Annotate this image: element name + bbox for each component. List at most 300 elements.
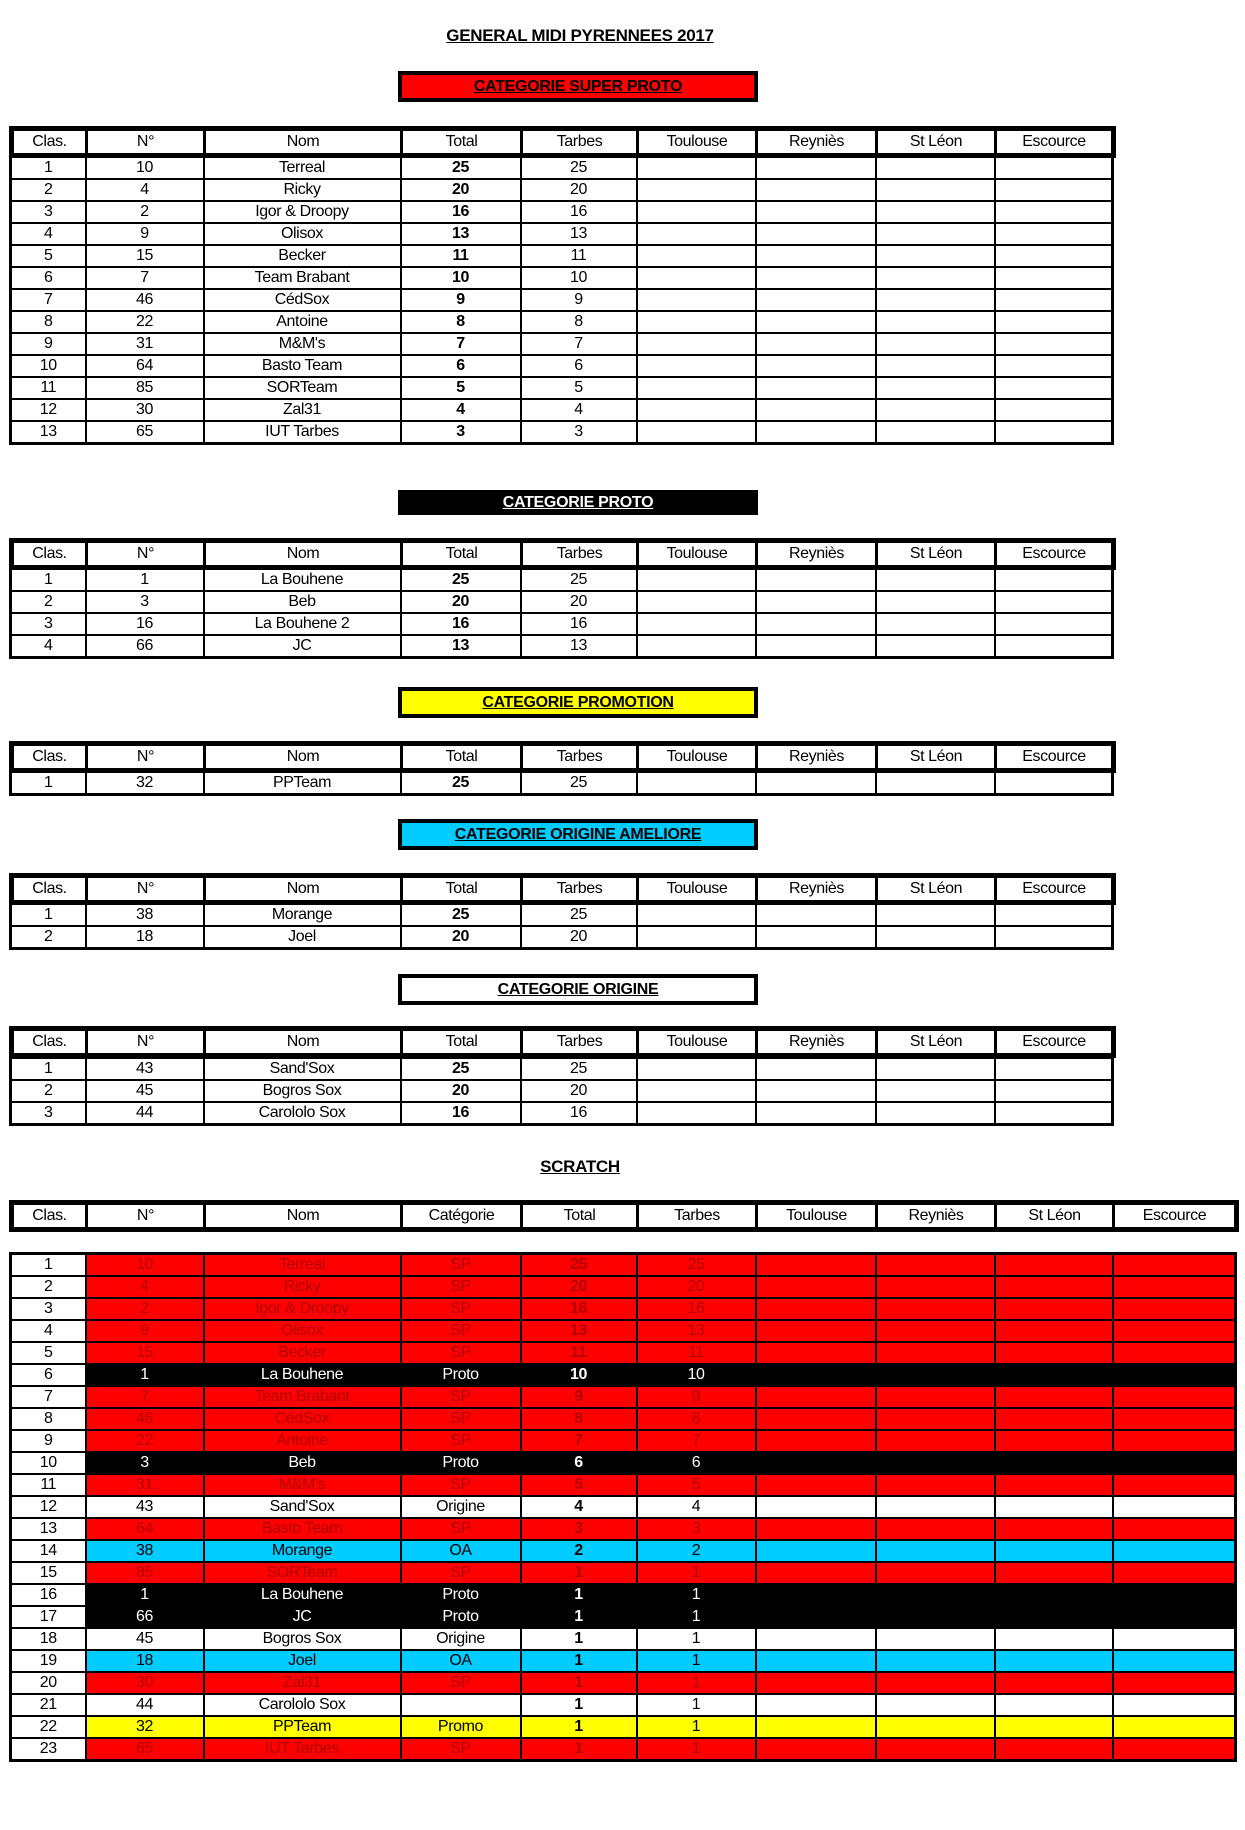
tarbes-cell: 9	[521, 289, 637, 311]
tarbes-cell: 20	[521, 179, 637, 201]
column-header: Reyniès	[757, 744, 877, 771]
rank-cell: 16	[11, 1584, 86, 1606]
number-cell: 64	[86, 355, 204, 377]
total-cell: 25	[401, 157, 521, 180]
category-heading: CATEGORIE PROMOTION	[398, 687, 758, 718]
empty-cell	[1113, 1518, 1236, 1540]
header-row	[12, 876, 1114, 903]
column-header: Escource	[996, 541, 1114, 568]
scratch-row	[11, 1650, 1236, 1672]
column-header: Nom	[205, 876, 402, 903]
name-cell: Beb	[204, 1452, 401, 1474]
name-cell: IUT Tarbes	[204, 1738, 401, 1761]
column-header: Escource	[996, 876, 1114, 903]
empty-cell	[756, 1276, 876, 1298]
empty-cell	[876, 1408, 995, 1430]
empty-cell	[756, 569, 876, 592]
tarbes-cell: 13	[637, 1320, 756, 1342]
number-cell: 38	[86, 904, 204, 927]
tarbes-cell: 1	[637, 1562, 756, 1584]
total-cell: 9	[401, 289, 521, 311]
category-cell: SP	[401, 1298, 521, 1320]
total-cell: 16	[401, 201, 521, 223]
empty-cell	[1113, 1408, 1236, 1430]
name-cell: CédSox	[204, 289, 401, 311]
category-cell: Promo	[401, 1716, 521, 1738]
category-cell: Origine	[401, 1628, 521, 1650]
name-cell: Igor & Droopy	[204, 1298, 401, 1320]
empty-cell	[876, 223, 995, 245]
empty-cell	[995, 569, 1113, 592]
tarbes-cell: 16	[521, 613, 637, 635]
number-cell: 46	[86, 1408, 204, 1430]
number-cell: 1	[86, 1364, 204, 1386]
empty-cell	[995, 1738, 1113, 1761]
empty-cell	[876, 1386, 995, 1408]
name-cell: M&M's	[204, 1474, 401, 1496]
tarbes-cell: 3	[521, 421, 637, 444]
rank-cell: 1	[11, 772, 86, 795]
empty-cell	[876, 1298, 995, 1320]
table-row	[11, 569, 1113, 592]
empty-cell	[876, 245, 995, 267]
total-cell: 6	[401, 355, 521, 377]
empty-cell	[995, 1254, 1113, 1277]
name-cell: Terreal	[204, 1254, 401, 1277]
number-cell: 4	[86, 179, 204, 201]
total-cell: 7	[521, 1430, 637, 1452]
empty-cell	[637, 1080, 756, 1102]
scratch-row	[11, 1430, 1236, 1452]
rank-cell: 13	[11, 1518, 86, 1540]
empty-cell	[995, 377, 1113, 399]
empty-cell	[756, 1540, 876, 1562]
empty-cell	[756, 179, 876, 201]
tarbes-cell: 1	[637, 1716, 756, 1738]
table-row	[11, 399, 1113, 421]
number-cell: 44	[86, 1694, 204, 1716]
empty-cell	[876, 1276, 995, 1298]
total-cell: 13	[521, 1320, 637, 1342]
total-cell: 11	[401, 245, 521, 267]
table-row	[11, 355, 1113, 377]
column-header: Toulouse	[757, 1203, 877, 1230]
total-cell: 5	[401, 377, 521, 399]
empty-cell	[876, 1342, 995, 1364]
total-cell: 13	[401, 635, 521, 658]
empty-cell	[995, 289, 1113, 311]
empty-cell	[637, 333, 756, 355]
empty-cell	[876, 1650, 995, 1672]
empty-cell	[995, 613, 1113, 635]
name-cell: SORTeam	[204, 1562, 401, 1584]
table-row	[11, 201, 1113, 223]
empty-cell	[756, 1254, 876, 1277]
category-table	[9, 1056, 1114, 1126]
column-header: St Léon	[877, 1029, 996, 1056]
number-cell: 66	[86, 1606, 204, 1628]
scratch-row	[11, 1540, 1236, 1562]
empty-cell	[756, 289, 876, 311]
column-header: Clas.	[12, 129, 87, 156]
column-header: Toulouse	[638, 876, 757, 903]
empty-cell	[756, 1320, 876, 1342]
category-cell: SP	[401, 1738, 521, 1761]
column-header: N°	[87, 1029, 205, 1056]
tarbes-cell: 1	[637, 1694, 756, 1716]
rank-cell: 1	[11, 569, 86, 592]
empty-cell	[637, 157, 756, 180]
empty-cell	[756, 1694, 876, 1716]
total-cell: 6	[521, 1452, 637, 1474]
tarbes-cell: 11	[637, 1342, 756, 1364]
empty-cell	[995, 904, 1113, 927]
rank-cell: 2	[11, 1276, 86, 1298]
tarbes-cell: 7	[521, 333, 637, 355]
column-header: Reyniès	[757, 876, 877, 903]
scratch-row	[11, 1320, 1236, 1342]
total-cell: 20	[401, 1080, 521, 1102]
tarbes-cell: 10	[521, 267, 637, 289]
column-header: Escource	[996, 744, 1114, 771]
empty-cell	[637, 591, 756, 613]
tarbes-cell: 1	[637, 1738, 756, 1761]
empty-cell	[995, 355, 1113, 377]
empty-cell	[1113, 1496, 1236, 1518]
table-row	[11, 157, 1113, 180]
number-cell: 32	[86, 1716, 204, 1738]
empty-cell	[756, 1584, 876, 1606]
rank-cell: 11	[11, 1474, 86, 1496]
total-cell: 25	[401, 904, 521, 927]
number-cell: 2	[86, 1298, 204, 1320]
column-header: St Léon	[877, 876, 996, 903]
category-heading: CATEGORIE SUPER PROTO	[398, 71, 758, 102]
tarbes-cell: 10	[637, 1364, 756, 1386]
total-cell: 4	[401, 399, 521, 421]
rank-cell: 7	[11, 289, 86, 311]
category-table	[9, 770, 1114, 796]
empty-cell	[756, 1474, 876, 1496]
column-header: Nom	[205, 129, 402, 156]
number-cell: 22	[86, 311, 204, 333]
column-header: Nom	[205, 1029, 402, 1056]
table-row	[11, 613, 1113, 635]
name-cell: Terreal	[204, 157, 401, 180]
empty-cell	[995, 1474, 1113, 1496]
tarbes-cell: 7	[637, 1430, 756, 1452]
tarbes-cell: 16	[521, 201, 637, 223]
total-cell: 4	[521, 1496, 637, 1518]
category-cell	[401, 1694, 521, 1716]
column-header: Total	[402, 1029, 522, 1056]
name-cell: Joel	[204, 926, 401, 949]
empty-cell	[1113, 1650, 1236, 1672]
empty-cell	[995, 1298, 1113, 1320]
scratch-row	[11, 1386, 1236, 1408]
category-table-header	[9, 1026, 1116, 1058]
scratch-row	[11, 1452, 1236, 1474]
rank-cell: 15	[11, 1562, 86, 1584]
empty-cell	[1113, 1738, 1236, 1761]
empty-cell	[995, 399, 1113, 421]
name-cell: Carololo Sox	[204, 1102, 401, 1125]
tarbes-cell: 1	[637, 1584, 756, 1606]
scratch-row	[11, 1584, 1236, 1606]
column-header: N°	[87, 744, 205, 771]
column-header: St Léon	[996, 1203, 1114, 1230]
empty-cell	[995, 1606, 1113, 1628]
column-header: Clas.	[12, 876, 87, 903]
rank-cell: 1	[11, 157, 86, 180]
number-cell: 9	[86, 1320, 204, 1342]
empty-cell	[876, 1716, 995, 1738]
tarbes-cell: 1	[637, 1606, 756, 1628]
column-header: Nom	[205, 541, 402, 568]
empty-cell	[995, 1540, 1113, 1562]
column-header: St Léon	[877, 541, 996, 568]
empty-cell	[876, 157, 995, 180]
tarbes-cell: 6	[637, 1452, 756, 1474]
page-title: GENERAL MIDI PYRENNEES 2017	[446, 26, 714, 45]
empty-cell	[756, 1738, 876, 1761]
total-cell: 25	[401, 772, 521, 795]
column-header: Clas.	[12, 541, 87, 568]
empty-cell	[637, 377, 756, 399]
total-cell: 20	[521, 1276, 637, 1298]
number-cell: 22	[86, 1430, 204, 1452]
tarbes-cell: 13	[521, 635, 637, 658]
name-cell: Beb	[204, 591, 401, 613]
empty-cell	[995, 1672, 1113, 1694]
column-header: Reyniès	[877, 1203, 996, 1230]
empty-cell	[995, 311, 1113, 333]
total-cell: 8	[401, 311, 521, 333]
scratch-table	[9, 1252, 1237, 1762]
number-cell: 64	[86, 1518, 204, 1540]
table-row	[11, 1080, 1113, 1102]
column-header: Reyniès	[757, 129, 877, 156]
empty-cell	[995, 1102, 1113, 1125]
scratch-row	[11, 1606, 1236, 1628]
tarbes-cell: 25	[521, 569, 637, 592]
empty-cell	[995, 1364, 1113, 1386]
empty-cell	[637, 179, 756, 201]
empty-cell	[1113, 1540, 1236, 1562]
empty-cell	[756, 1364, 876, 1386]
rank-cell: 5	[11, 1342, 86, 1364]
table-row	[11, 1058, 1113, 1081]
empty-cell	[756, 1080, 876, 1102]
category-cell: Proto	[401, 1452, 521, 1474]
empty-cell	[756, 1102, 876, 1125]
table-row	[11, 267, 1113, 289]
category-heading: CATEGORIE ORIGINE AMELIORE	[398, 819, 758, 850]
name-cell: La Bouhene	[204, 1584, 401, 1606]
category-table-header	[9, 126, 1116, 158]
column-header: Nom	[205, 1203, 402, 1230]
category-cell: SP	[401, 1672, 521, 1694]
empty-cell	[756, 377, 876, 399]
empty-cell	[637, 635, 756, 658]
empty-cell	[876, 311, 995, 333]
empty-cell	[995, 1452, 1113, 1474]
number-cell: 45	[86, 1628, 204, 1650]
empty-cell	[756, 1716, 876, 1738]
category-cell: SP	[401, 1320, 521, 1342]
number-cell: 65	[86, 421, 204, 444]
empty-cell	[876, 613, 995, 635]
empty-cell	[637, 267, 756, 289]
tarbes-cell: 11	[521, 245, 637, 267]
total-cell: 20	[401, 926, 521, 949]
column-header: Clas.	[12, 1029, 87, 1056]
column-header: N°	[87, 876, 205, 903]
empty-cell	[1113, 1562, 1236, 1584]
category-cell: SP	[401, 1562, 521, 1584]
empty-cell	[876, 1496, 995, 1518]
name-cell: Ricky	[204, 179, 401, 201]
empty-cell	[756, 1408, 876, 1430]
name-cell: Sand'Sox	[204, 1058, 401, 1081]
tarbes-cell: 25	[521, 772, 637, 795]
table-row	[11, 377, 1113, 399]
total-cell: 16	[401, 613, 521, 635]
rank-cell: 17	[11, 1606, 86, 1628]
empty-cell	[756, 399, 876, 421]
tarbes-cell: 20	[521, 926, 637, 949]
number-cell: 3	[86, 1452, 204, 1474]
table-row	[11, 223, 1113, 245]
category-table	[9, 155, 1114, 445]
scratch-row	[11, 1298, 1236, 1320]
name-cell: Carololo Sox	[204, 1694, 401, 1716]
empty-cell	[876, 1364, 995, 1386]
empty-cell	[1113, 1584, 1236, 1606]
tarbes-cell: 25	[637, 1254, 756, 1277]
name-cell: M&M's	[204, 333, 401, 355]
number-cell: 85	[86, 377, 204, 399]
tarbes-cell: 25	[521, 157, 637, 180]
empty-cell	[756, 1452, 876, 1474]
column-header: Escource	[996, 1029, 1114, 1056]
scratch-row	[11, 1408, 1236, 1430]
rank-cell: 12	[11, 1496, 86, 1518]
column-header: Toulouse	[638, 129, 757, 156]
total-cell: 1	[521, 1738, 637, 1761]
empty-cell	[876, 1628, 995, 1650]
column-header: St Léon	[877, 744, 996, 771]
empty-cell	[876, 591, 995, 613]
total-cell: 16	[401, 1102, 521, 1125]
empty-cell	[876, 1584, 995, 1606]
scratch-row	[11, 1496, 1236, 1518]
name-cell: Olisox	[204, 223, 401, 245]
rank-cell: 20	[11, 1672, 86, 1694]
rank-cell: 2	[11, 591, 86, 613]
tarbes-cell: 1	[637, 1628, 756, 1650]
empty-cell	[756, 1672, 876, 1694]
empty-cell	[876, 1672, 995, 1694]
rank-cell: 1	[11, 1254, 86, 1277]
empty-cell	[637, 1102, 756, 1125]
scratch-row	[11, 1342, 1236, 1364]
name-cell: Olisox	[204, 1320, 401, 1342]
empty-cell	[876, 1518, 995, 1540]
empty-cell	[995, 926, 1113, 949]
category-table-header	[9, 873, 1116, 905]
empty-cell	[637, 223, 756, 245]
empty-cell	[1113, 1298, 1236, 1320]
rank-cell: 10	[11, 355, 86, 377]
empty-cell	[876, 1540, 995, 1562]
empty-cell	[637, 772, 756, 795]
empty-cell	[876, 1254, 995, 1277]
table-row	[11, 635, 1113, 658]
empty-cell	[637, 569, 756, 592]
tarbes-cell: 5	[637, 1474, 756, 1496]
scratch-row	[11, 1364, 1236, 1386]
tarbes-cell: 13	[521, 223, 637, 245]
empty-cell	[876, 1606, 995, 1628]
empty-cell	[876, 1452, 995, 1474]
rank-cell: 7	[11, 1386, 86, 1408]
empty-cell	[995, 1496, 1113, 1518]
empty-cell	[995, 1342, 1113, 1364]
column-header: Clas.	[12, 1203, 87, 1230]
empty-cell	[876, 1320, 995, 1342]
rank-cell: 18	[11, 1628, 86, 1650]
scratch-row	[11, 1276, 1236, 1298]
empty-cell	[995, 1584, 1113, 1606]
empty-cell	[1113, 1430, 1236, 1452]
empty-cell	[876, 355, 995, 377]
empty-cell	[756, 333, 876, 355]
empty-cell	[876, 267, 995, 289]
empty-cell	[756, 1386, 876, 1408]
scratch-row	[11, 1672, 1236, 1694]
empty-cell	[995, 201, 1113, 223]
total-cell: 10	[521, 1364, 637, 1386]
total-cell: 1	[521, 1584, 637, 1606]
name-cell: La Bouhene	[204, 569, 401, 592]
name-cell: Joel	[204, 1650, 401, 1672]
rank-cell: 1	[11, 1058, 86, 1081]
empty-cell	[637, 355, 756, 377]
number-cell: 18	[86, 926, 204, 949]
tarbes-cell: 9	[637, 1386, 756, 1408]
rank-cell: 22	[11, 1716, 86, 1738]
empty-cell	[756, 1628, 876, 1650]
category-cell: SP	[401, 1276, 521, 1298]
total-cell: 1	[521, 1650, 637, 1672]
empty-cell	[876, 1058, 995, 1081]
number-cell: 9	[86, 223, 204, 245]
name-cell: La Bouhene	[204, 1364, 401, 1386]
rank-cell: 19	[11, 1650, 86, 1672]
tarbes-cell: 20	[521, 591, 637, 613]
empty-cell	[637, 201, 756, 223]
tarbes-cell: 2	[637, 1540, 756, 1562]
empty-cell	[876, 569, 995, 592]
scratch-row	[11, 1628, 1236, 1650]
empty-cell	[637, 399, 756, 421]
tarbes-cell: 25	[521, 1058, 637, 1081]
empty-cell	[876, 635, 995, 658]
total-cell: 10	[401, 267, 521, 289]
number-cell: 43	[86, 1496, 204, 1518]
total-cell: 20	[401, 591, 521, 613]
